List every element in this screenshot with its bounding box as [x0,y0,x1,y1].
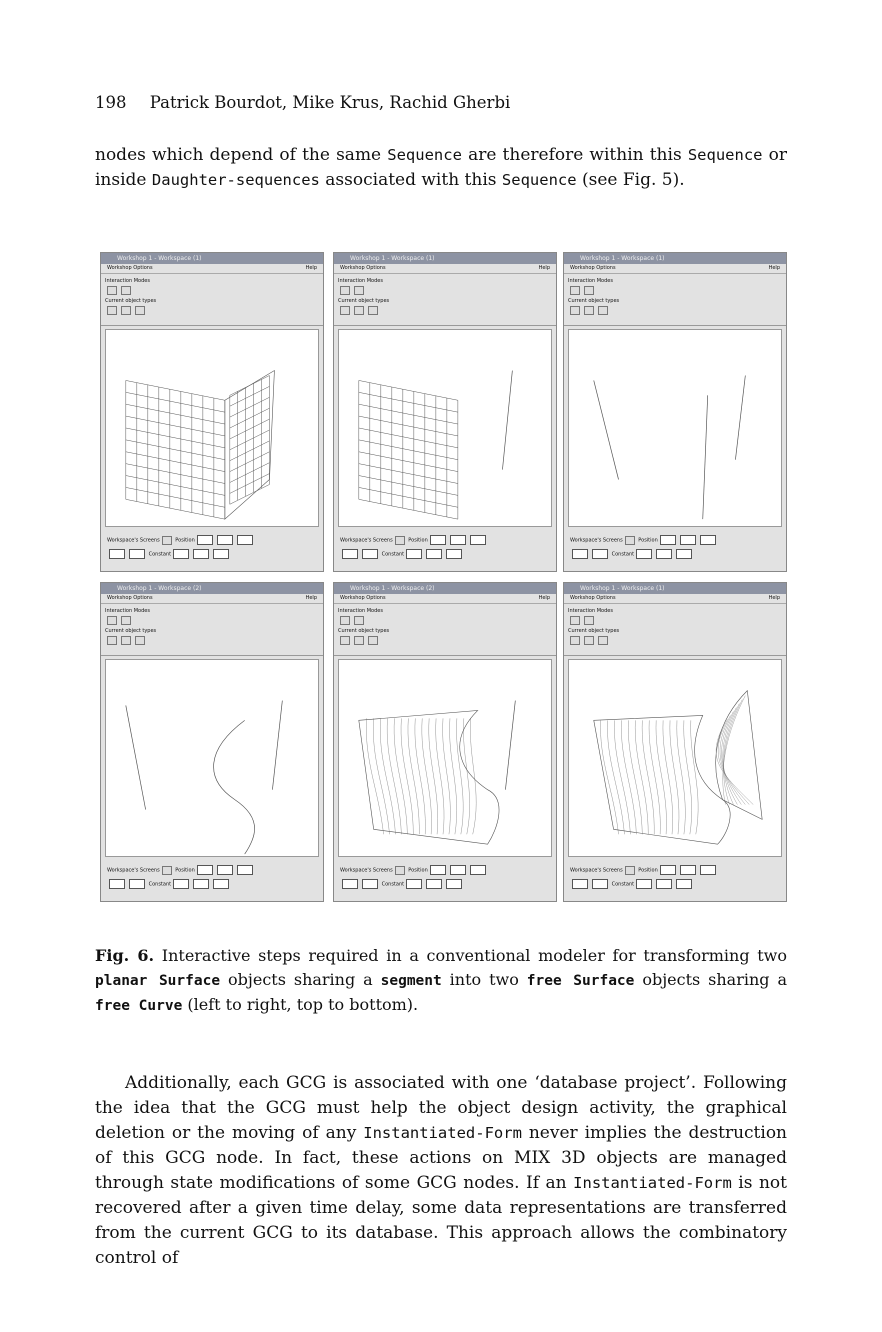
menu-bar [101,264,323,274]
code-term: planar Surface [95,973,221,989]
value-box [592,549,608,559]
constant-z-box [213,879,229,889]
constant-label: Constant [381,881,405,888]
value-box [362,549,378,559]
type-button [354,616,364,625]
geometry-button [570,306,580,315]
code-term: Sequence [501,171,577,189]
window-title: Workshop 1 - Workspace (1) [564,583,786,594]
viewport-drawing [339,330,551,526]
value-box [109,879,125,889]
mode-button [107,286,117,295]
constant-label: Constant [381,551,405,558]
workspace-window [100,582,324,902]
menu-left: Workshop Options [340,595,386,601]
object-types-label: Current object types [568,298,620,304]
geometry-button [340,636,350,645]
text: or inside [95,145,787,190]
caption-label: Fig. 6. [95,946,155,965]
authors: Patrick Bourdot, Mike Krus, Rachid Gherbi [149,93,511,112]
screens-button [162,536,172,545]
type-button [121,616,131,625]
window-title: Workshop 1 - Workspace (1) [101,253,323,264]
3d-viewport [338,329,552,527]
paragraph-2 [95,1071,787,1271]
mode-button [340,616,350,625]
code-term: Sequence [387,146,462,164]
constant-label: Constant [611,551,635,558]
screens-button [625,536,635,545]
topology-button [135,306,145,315]
control-panel [334,274,556,326]
position-y-box [217,865,233,875]
status-panel [564,857,786,901]
interaction-modes-label: Interaction Modes [338,608,383,614]
topology-button [598,636,608,645]
object-types-label: Current object types [338,298,390,304]
value-box [129,879,145,889]
code-term: Sequence [687,146,763,164]
window-title: Workshop 1 - Workspace (1) [564,253,786,264]
menu-help: Help [768,595,780,601]
menu-bar [101,594,323,604]
constant-x-box [406,549,422,559]
interaction-modes-label: Interaction Modes [568,608,613,614]
viewport-drawing [106,660,318,856]
type-button [584,286,594,295]
menu-help: Help [305,595,317,601]
menu-help: Help [538,595,550,601]
status-panel [334,857,556,901]
constant-z-box [446,879,462,889]
control-panel [334,604,556,656]
menu-help: Help [768,265,780,271]
fitting-button [354,636,364,645]
type-button [354,286,364,295]
constant-y-box [426,549,442,559]
position-x-box [430,865,446,875]
constant-label: Constant [611,881,635,888]
position-label: Position [175,537,195,544]
constant-x-box [636,879,652,889]
workspace-screens-label: Workspace's Screens [340,867,393,874]
workspace-window [563,582,787,902]
position-y-box [217,535,233,545]
position-label: Position [408,537,428,544]
menu-left: Workshop Options [340,265,386,271]
position-z-box [237,865,253,875]
viewport-drawing [569,330,781,526]
geometry-button [340,306,350,315]
code-term: Daughter-sequences [151,171,320,189]
position-x-box [197,535,213,545]
interaction-modes-label: Interaction Modes [568,278,613,284]
workspace-window [100,252,324,572]
screens-button [625,866,635,875]
code-term: segment [380,973,442,989]
value-box [572,549,588,559]
position-label: Position [175,867,195,874]
position-x-box [660,535,676,545]
status-panel [101,857,323,901]
fitting-button [121,306,131,315]
interaction-modes-label: Interaction Modes [105,278,150,284]
text: never implies the destruction of this GCG node. In fact, these actions on MIX 3D objects are managed through state modifications of some GCG nodes. If an [95,1123,788,1193]
3d-viewport [568,329,782,527]
viewport-drawing [569,660,781,856]
position-y-box [680,865,696,875]
fitting-button [354,306,364,315]
control-panel [101,604,323,656]
mode-button [570,616,580,625]
object-types-label: Current object types [338,628,390,634]
status-panel [334,527,556,571]
object-types-label: Current object types [105,298,157,304]
constant-z-box [213,549,229,559]
text: (left to right, top to bottom). [182,995,419,1014]
mode-button [107,616,117,625]
text: is not recovered after a given time delay, some data representations are transferred from the current GCG to its database. This approach allows the combinatory control of [95,1173,787,1268]
3d-viewport [338,659,552,857]
viewport-drawing [339,660,551,856]
position-z-box [470,865,486,875]
menu-left: Workshop Options [570,595,616,601]
constant-y-box [193,879,209,889]
object-types-label: Current object types [105,628,157,634]
status-panel [101,527,323,571]
position-y-box [680,535,696,545]
topology-button [368,636,378,645]
text: (see Fig. 5). [576,170,685,190]
position-y-box [450,535,466,545]
text: Interactive steps required in a conventional modeler for transforming two [154,946,788,965]
position-label: Position [408,867,428,874]
code-term: free Curve [95,998,183,1014]
menu-bar [334,264,556,274]
constant-label: Constant [148,881,172,888]
menu-left: Workshop Options [107,595,153,601]
position-x-box [430,535,446,545]
mode-button [570,286,580,295]
topology-button [598,306,608,315]
constant-y-box [656,549,672,559]
control-panel [564,604,786,656]
constant-y-box [426,879,442,889]
workspace-window [333,582,557,902]
menu-bar [564,594,786,604]
topology-button [135,636,145,645]
screens-button [162,866,172,875]
value-box [109,549,125,559]
window-title: Workshop 1 - Workspace (1) [334,253,556,264]
topology-button [368,306,378,315]
value-box [572,879,588,889]
constant-x-box [173,879,189,889]
type-button [121,286,131,295]
text: into two [441,970,527,989]
screens-button [395,536,405,545]
value-box [129,549,145,559]
control-panel [564,274,786,326]
position-x-box [197,865,213,875]
constant-y-box [656,879,672,889]
control-panel [101,274,323,326]
type-button [584,616,594,625]
3d-viewport [568,659,782,857]
interaction-modes-label: Interaction Modes [338,278,383,284]
object-types-label: Current object types [568,628,620,634]
code-term: free Surface [526,973,635,989]
constant-label: Constant [148,551,172,558]
text: objects sharing a [634,970,788,989]
value-box [362,879,378,889]
fitting-button [584,636,594,645]
position-z-box [700,865,716,875]
position-label: Position [638,537,658,544]
geometry-button [107,636,117,645]
text: associated with this [319,170,502,190]
position-y-box [450,865,466,875]
menu-bar [334,594,556,604]
3d-viewport [105,329,319,527]
workspace-screens-label: Workspace's Screens [570,537,623,544]
workspace-screens-label: Workspace's Screens [107,867,160,874]
page-number: 198 [95,93,127,112]
value-box [592,879,608,889]
workspace-screens-label: Workspace's Screens [570,867,623,874]
constant-x-box [173,549,189,559]
workspace-screens-label: Workspace's Screens [340,537,393,544]
text: Additionally, each GCG is associated with one ‘database project’. Following the idea that the GCG must help the object design activity, the graphical deletion or the moving of any [95,1073,787,1143]
running-header [95,93,510,112]
menu-help: Help [538,265,550,271]
constant-y-box [193,549,209,559]
position-z-box [237,535,253,545]
menu-left: Workshop Options [570,265,616,271]
text: objects sharing a [220,970,381,989]
constant-z-box [676,549,692,559]
code-term: Instantiated-Form [363,1124,522,1142]
menu-left: Workshop Options [107,265,153,271]
constant-z-box [446,549,462,559]
figure-caption [95,944,787,1018]
text: are therefore within this [461,145,688,165]
menu-bar [564,264,786,274]
mode-button [340,286,350,295]
window-title: Workshop 1 - Workspace (2) [334,583,556,594]
status-panel [564,527,786,571]
workspace-screens-label: Workspace's Screens [107,537,160,544]
viewport-drawing [106,330,318,526]
screens-button [395,866,405,875]
code-term: Instantiated-Form [573,1174,732,1192]
interaction-modes-label: Interaction Modes [105,608,150,614]
workspace-window [563,252,787,572]
paragraph-1 [95,143,787,193]
position-x-box [660,865,676,875]
constant-x-box [406,879,422,889]
window-title: Workshop 1 - Workspace (2) [101,583,323,594]
constant-x-box [636,549,652,559]
menu-help: Help [305,265,317,271]
workspace-window [333,252,557,572]
fitting-button [584,306,594,315]
position-label: Position [638,867,658,874]
value-box [342,879,358,889]
value-box [342,549,358,559]
constant-z-box [676,879,692,889]
figure-6 [100,252,790,902]
fitting-button [121,636,131,645]
position-z-box [470,535,486,545]
geometry-button [107,306,117,315]
geometry-button [570,636,580,645]
position-z-box [700,535,716,545]
text: nodes which depend of the same [95,145,388,165]
3d-viewport [105,659,319,857]
